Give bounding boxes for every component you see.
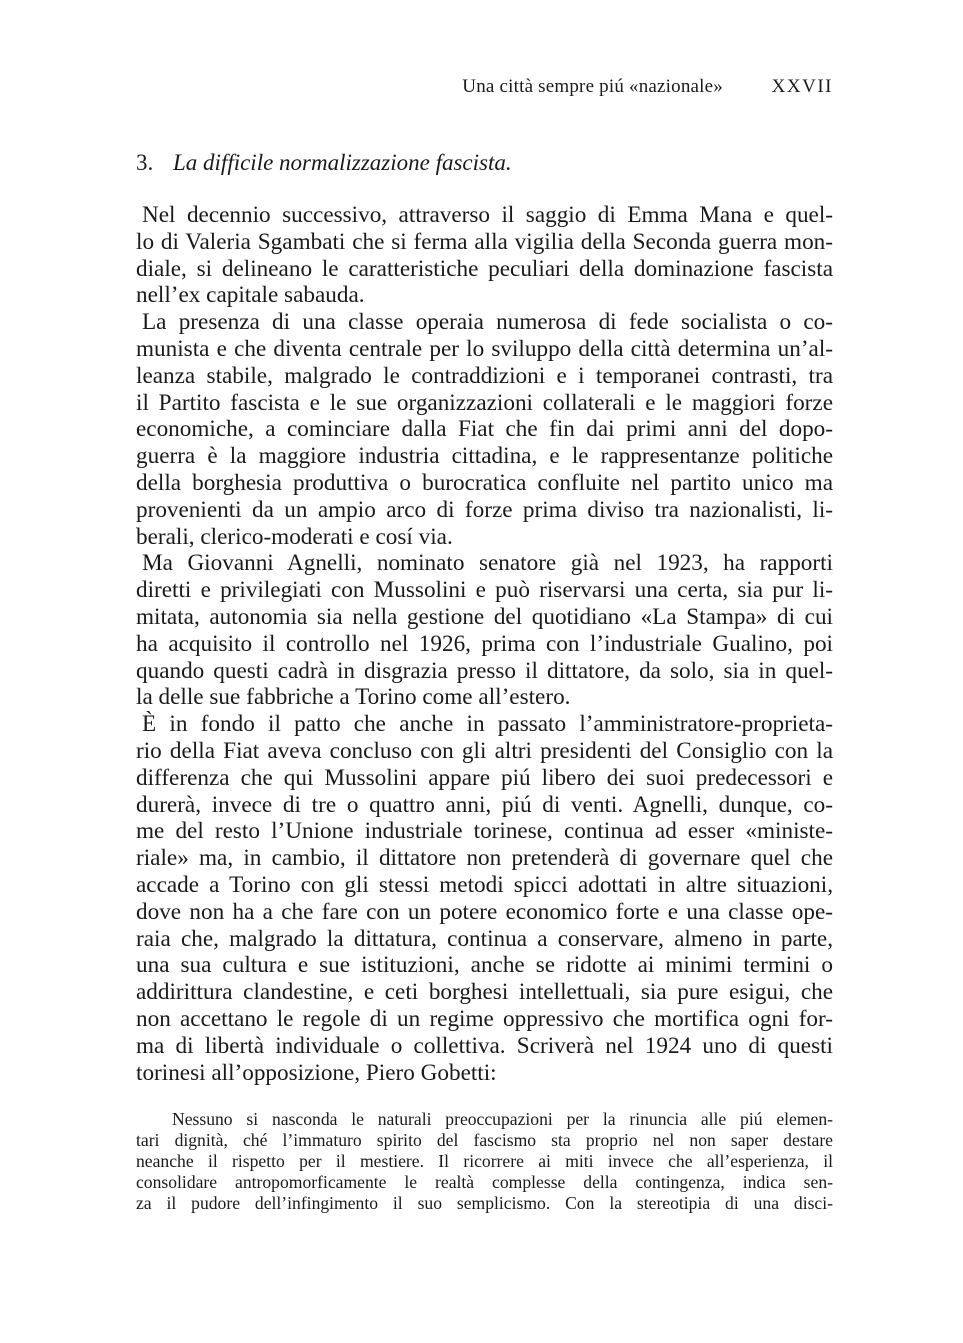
quote-line: consolidare antropomorficamente le realtà complesse della contingenza, indica sen- xyxy=(136,1172,833,1192)
text-line: dove non ha a che fare con un potere economico forte e una classe ope- xyxy=(136,898,833,925)
text-line: Ma Giovanni Agnelli, nominato senatore già nel 1923, ha rapporti xyxy=(142,550,833,577)
text-line: torinesi all’opposizione, Piero Gobetti: xyxy=(136,1059,497,1086)
text-line: diale, si delineano le caratteristiche peculiari della dominazione fascista xyxy=(136,255,833,282)
running-head xyxy=(136,76,833,102)
text-line: riale» ma, in cambio, il dittatore non pretenderà di governare quel che xyxy=(136,845,833,872)
text-line: provenienti da un ampio arco di forze prima diviso tra nazionalisti, li- xyxy=(136,496,833,523)
paragraph xyxy=(136,711,833,1086)
text-line: lo di Valeria Sgambati che si ferma alla vigilia della Seconda guerra mon- xyxy=(136,228,833,255)
paragraph xyxy=(136,550,833,711)
text-line: ha acquisito il controllo nel 1926, prima con l’industriale Gualino, poi xyxy=(136,630,833,657)
text-line: mitata, autonomia sia nella gestione del quotidiano «La Stampa» di cui xyxy=(136,603,833,630)
body-text xyxy=(136,202,833,1086)
text-line: quando questi cadrà in disgrazia presso il dittatore, da solo, sia in quel- xyxy=(136,657,833,684)
text-line: economiche, a cominciare dalla Fiat che fin dai primi anni del dopo- xyxy=(136,416,833,443)
paragraph xyxy=(136,309,833,550)
text-line: non accettano le regole di un regime oppressivo che mortifica ogni for- xyxy=(136,1005,833,1032)
text-line: una sua cultura e sue istituzioni, anche se ridotte ai minimi termini o xyxy=(136,952,833,979)
paragraph xyxy=(136,202,833,309)
text-line: berali, clerico-moderati e cosí via. xyxy=(136,523,453,550)
section-heading xyxy=(136,150,512,176)
text-line: ma di libertà individuale o collettiva. Scriverà nel 1924 uno di questi xyxy=(136,1032,833,1059)
running-title: Una città sempre piú «nazionale» xyxy=(462,76,723,97)
text-line: munista e che diventa centrale per lo sviluppo della città determina un’al- xyxy=(136,335,833,362)
section-number: 3. xyxy=(136,150,154,175)
text-line: nell’ex capitale sabauda. xyxy=(136,282,365,309)
page-number: XXVII xyxy=(771,76,833,97)
text-line: me del resto l’Unione industriale torinese, continua ad esser «ministe- xyxy=(136,818,833,845)
text-line: La presenza di una classe operaia numerosa di fede socialista o co- xyxy=(142,309,833,336)
text-line: accade a Torino con gli stessi metodi spicci adottati in altre situazioni, xyxy=(136,871,833,898)
text-line: guerra è la maggiore industria cittadina, e le rappresentanze politiche xyxy=(136,443,833,470)
text-line: differenza che qui Mussolini appare piú libero dei suoi predecessori e xyxy=(136,764,833,791)
text-line: il Partito fascista e le sue organizzazioni collaterali e le maggiori forze xyxy=(136,389,833,416)
quote-line: neanche il rispetto per il mestiere. Il ricorrere ai miti invece che all’esperienza, il xyxy=(136,1151,833,1171)
section-title: La difficile normalizzazione fascista. xyxy=(173,150,512,175)
text-line: della borghesia produttiva o burocratica confluite nel partito unico ma xyxy=(136,469,833,496)
quote-line: Nessuno si nasconda le naturali preoccupazioni per la rinuncia alle piú elemen- xyxy=(172,1109,833,1129)
text-line: leanza stabile, malgrado le contraddizioni e i temporanei contrasti, tra xyxy=(136,362,833,389)
text-line: diretti e privilegiati con Mussolini e può riservarsi una certa, sia pur li- xyxy=(136,577,833,604)
text-line: addirittura clandestine, e ceti borghesi intellettuali, sia pure esigui, che xyxy=(136,979,833,1006)
text-line: rio della Fiat aveva concluso con gli altri presidenti del Consiglio con la xyxy=(136,737,833,764)
block-quote xyxy=(136,1109,833,1214)
text-line: la delle sue fabbriche a Torino come all’estero. xyxy=(136,684,571,711)
quote-line: za il pudore dell’infingimento il suo semplicismo. Con la stereotipia di una disci- xyxy=(136,1193,833,1213)
text-line: Nel decennio successivo, attraverso il saggio di Emma Mana e quel- xyxy=(142,202,833,228)
text-line: raia che, malgrado la dittatura, continua a conservare, almeno in parte, xyxy=(136,925,833,952)
quote-line: tari dignità, ché l’immaturo spirito del fascismo sta proprio nel non saper destare xyxy=(136,1130,833,1150)
text-line: È in fondo il patto che anche in passato l’amministratore-proprieta- xyxy=(142,711,833,738)
text-line: durerà, invece di tre o quattro anni, piú di venti. Agnelli, dunque, co- xyxy=(136,791,833,818)
